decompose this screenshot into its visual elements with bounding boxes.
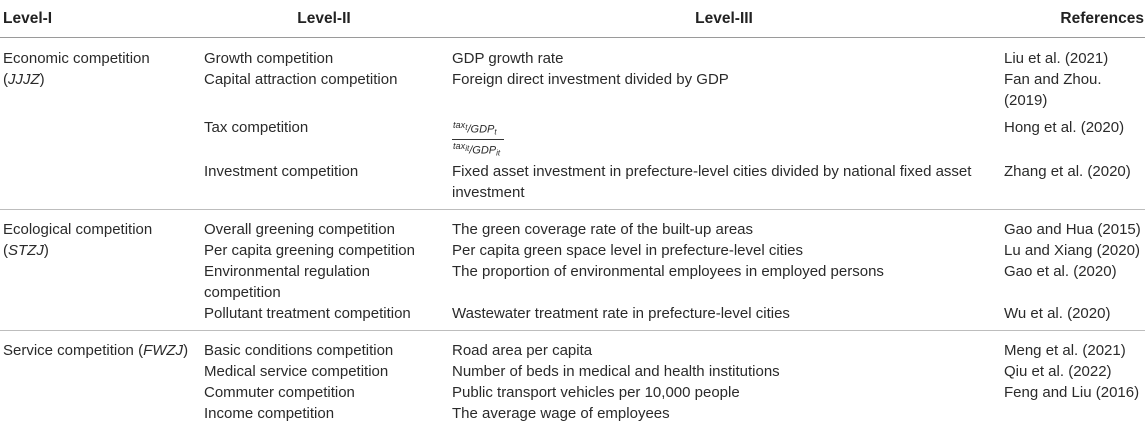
- level2-cell: Capital attraction competition: [204, 71, 398, 88]
- reference-cell: Meng et al. (2021): [1004, 342, 1126, 359]
- level2-cell: Medical service competition: [204, 363, 389, 380]
- table-row: [0, 361, 1145, 382]
- reference-line: Fan and Zhou.: [1004, 71, 1102, 88]
- reference-line: (2019): [1004, 92, 1048, 109]
- tax-ratio-formula: [452, 117, 504, 158]
- header-references: References: [1000, 0, 1145, 38]
- level1-cell: Service competition (FWZJ): [3, 342, 189, 359]
- reference-cell: Wu et al. (2020): [1000, 303, 1145, 331]
- level2-cell: Per capita greening competition: [204, 242, 415, 259]
- reference-cell: [1000, 403, 1145, 424]
- header-level-1: Level-I: [0, 0, 200, 38]
- table-row: [0, 331, 1145, 362]
- reference-cell: Liu et al. (2021): [1004, 50, 1109, 67]
- header-level-3: Level-III: [448, 0, 1000, 38]
- level3-cell: The average wage of employees: [452, 405, 670, 422]
- level3-cell: The green coverage rate of the built-up areas: [452, 221, 754, 238]
- reference-cell: Zhang et al. (2020): [1000, 161, 1145, 210]
- reference-cell: Feng and Liu (2016): [1004, 384, 1140, 401]
- level3-cell: Number of beds in medical and health institutions: [452, 363, 780, 380]
- level1-abbr: FWZJ: [143, 342, 184, 359]
- level2-cell: Tax competition: [204, 119, 309, 136]
- table-row: [0, 161, 1145, 210]
- level2-cell: Income competition: [204, 405, 335, 422]
- level2-cell: Pollutant treatment competition: [200, 303, 448, 331]
- level2-cell: Growth competition: [204, 50, 334, 67]
- table-row: [0, 261, 1145, 303]
- table-row: [0, 111, 1145, 161]
- level1-cell: Economic competition (JJJZ): [3, 50, 150, 88]
- formula-numerator: $^{tax_t}/GDP_t$: [452, 117, 504, 140]
- level3-cell: [448, 111, 1000, 161]
- header-level-2: Level-II: [200, 0, 448, 38]
- level3-cell: The proportion of environmental employees in employed persons: [452, 263, 884, 280]
- reference-cell: Qiu et al. (2022): [1004, 363, 1112, 380]
- level1-cell: Ecological competition (STZJ): [3, 221, 153, 259]
- level3-cell: Public transport vehicles per 10,000 people: [452, 384, 740, 401]
- level2-cell: Basic conditions competition: [204, 342, 394, 359]
- reference-cell: Lu and Xiang (2020): [1004, 242, 1140, 259]
- level2-cell: Environmental regulation competition: [204, 263, 370, 301]
- table-row: [0, 38, 1145, 70]
- header-row: [0, 0, 1145, 38]
- level3-cell: GDP growth rate: [452, 50, 564, 67]
- formula-denominator: $^{tax_{it}}/GDP_{it}$: [453, 140, 501, 158]
- level1-abbr: STZJ: [8, 242, 44, 259]
- reference-cell: Hong et al. (2020): [1004, 119, 1125, 136]
- level2-cell: Commuter competition: [204, 384, 355, 401]
- reference-cell: [1000, 69, 1145, 111]
- level3-cell: Road area per capita: [452, 342, 593, 359]
- level3-cell: Foreign direct investment divided by GDP: [452, 71, 729, 88]
- level3-cell: Wastewater treatment rate in prefecture-level cities: [448, 303, 1000, 331]
- level1-label: Ecological competition: [3, 221, 153, 238]
- level3-cell: Fixed asset investment in prefecture-level cities divided by national fixed asset investment: [448, 161, 1000, 210]
- reference-cell: Gao et al. (2020): [1004, 263, 1117, 280]
- table-row: [0, 382, 1145, 403]
- reference-cell: Gao and Hua (2015): [1004, 221, 1141, 238]
- level1-label: Service competition: [3, 342, 134, 359]
- table-row: [0, 403, 1145, 424]
- level1-label: Economic competition: [3, 50, 150, 67]
- table-row: [0, 303, 1145, 331]
- level2-cell: Overall greening competition: [204, 221, 395, 238]
- level1-abbr: JJJZ: [8, 71, 40, 88]
- level3-cell: Per capita green space level in prefecture-level cities: [452, 242, 804, 259]
- table-row: [0, 210, 1145, 241]
- level2-cell: Investment competition: [200, 161, 448, 210]
